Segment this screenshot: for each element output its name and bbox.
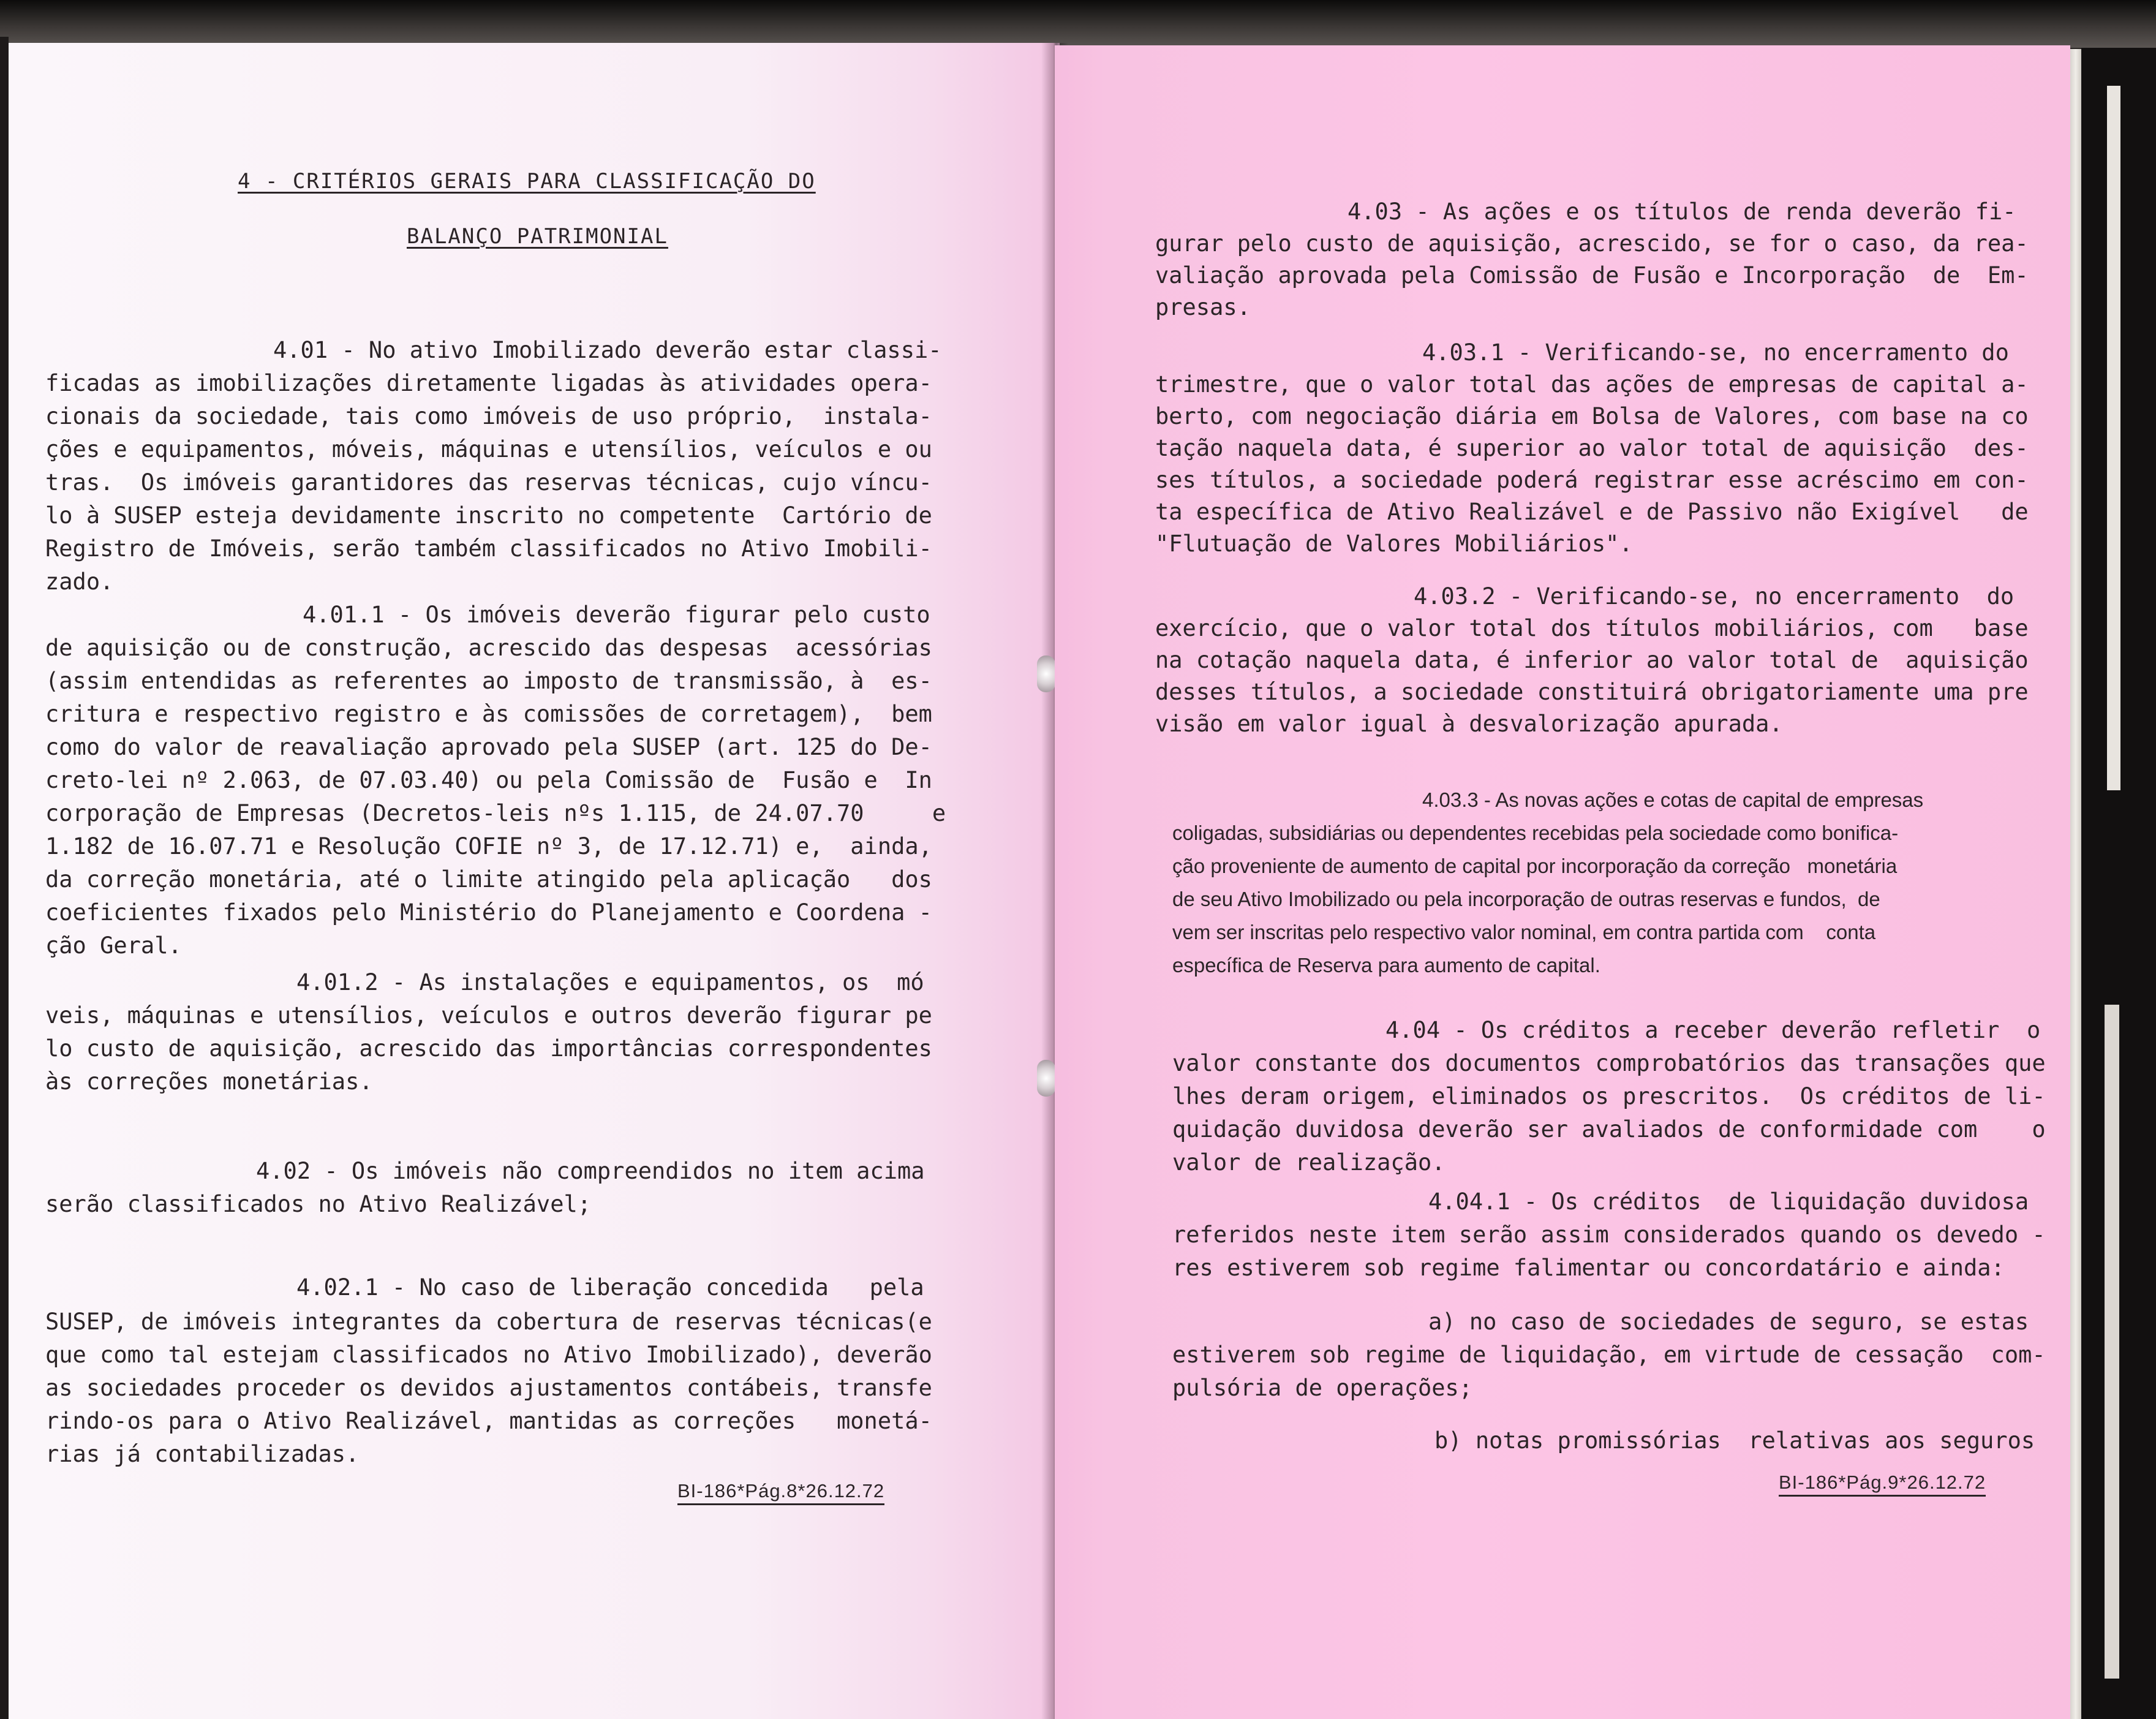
staple-top — [1037, 655, 1055, 692]
text-line: 4.03 - As ações e os títulos de renda deverão fi- — [1348, 198, 2016, 225]
text-line: lo custo de aquisição, acrescido das importâncias correspondentes — [45, 1035, 932, 1062]
text-line: da correção monetária, até o limite atingido pela aplicação dos — [45, 866, 932, 893]
text-line: 4.04.1 - Os créditos de liquidação duvidosa — [1428, 1188, 2029, 1215]
text-line: estiverem sob regime de liquidação, em virtude de cessação com- — [1172, 1342, 2046, 1368]
text-line: res estiverem sob regime falimentar ou concordatário e ainda: — [1172, 1255, 2005, 1281]
section-heading-line1: 4 - CRITÉRIOS GERAIS PARA CLASSIFICAÇÃO DO — [238, 169, 816, 194]
staple-bottom — [1037, 1060, 1055, 1097]
text-line: quidação duvidosa deverão ser avaliados de conformidade com o — [1172, 1116, 2046, 1143]
text-line: a) no caso de sociedades de seguro, se estas — [1428, 1309, 2029, 1335]
text-line: creto-lei nº 2.063, de 07.03.40) ou pela Comissão de Fusão e In — [45, 767, 932, 793]
section-heading-line2: BALANÇO PATRIMONIAL — [407, 224, 668, 249]
text-line: 4.02.1 - No caso de liberação concedida pela — [296, 1274, 924, 1301]
right-page — [1055, 45, 2070, 1719]
text-line: como do valor de reavaliação aprovado pela SUSEP (art. 125 do De- — [45, 734, 932, 760]
text-line: 4.03.2 - Verificando-se, no encerramento do — [1414, 583, 2015, 610]
text-line: veis, máquinas e utensílios, veículos e outros deverão figurar pe — [45, 1002, 932, 1029]
text-line: ses títulos, a sociedade poderá registrar esse acréscimo em con- — [1155, 467, 2029, 493]
scanner-left-border — [0, 37, 9, 1719]
text-line: berto, com negociação diária em Bolsa de Valores, com base na co — [1155, 403, 2029, 429]
text-line: específica de Reserva para aumento de capital. — [1172, 954, 1600, 977]
text-line: ta específica de Ativo Realizável e de Passivo não Exigível de — [1155, 499, 2029, 525]
paper-strip-top — [2107, 86, 2120, 790]
text-line: exercício, que o valor total dos títulos mobiliários, com base — [1155, 615, 2029, 641]
text-line: valor constante dos documentos comprobatórios das transações que — [1172, 1050, 2046, 1076]
text-line: 4.04 - Os créditos a receber deverão refletir o — [1385, 1017, 2041, 1043]
scanner-top-border — [0, 0, 2156, 48]
text-line: às correções monetárias. — [45, 1068, 373, 1095]
text-line: b) notas promissórias relativas aos seguros — [1434, 1427, 2035, 1454]
text-line: SUSEP, de imóveis integrantes da cobertura de reservas técnicas(e — [45, 1309, 932, 1335]
text-line: valor de realização. — [1172, 1149, 1446, 1176]
text-line: lhes deram origem, eliminados os prescritos. Os créditos de li- — [1172, 1083, 2046, 1109]
text-line: rias já contabilizadas. — [45, 1441, 360, 1467]
text-line: ção proveniente de aumento de capital por incorporação da correção monetária — [1172, 855, 1898, 877]
text-line: 1.182 de 16.07.71 e Resolução COFIE nº 3, de 17.12.71) e, ainda, — [45, 833, 932, 860]
text-line: valiação aprovada pela Comissão de Fusão e Incorporação de Em- — [1155, 262, 2029, 289]
text-line: ficadas as imobilizações diretamente ligadas às atividades opera- — [45, 370, 932, 396]
text-line: 4.01.1 - Os imóveis deverão figurar pelo custo — [303, 602, 930, 628]
text-line: lo à SUSEP esteja devidamente inscrito no competente Cartório de — [45, 502, 932, 529]
page-footer-reference: BI-186*Pág.9*26.12.72 — [1779, 1472, 1986, 1497]
text-line: cionais da sociedade, tais como imóveis de uso próprio, instala- — [45, 403, 932, 429]
text-line: (assim entendidas as referentes ao imposto de transmissão, à es- — [45, 668, 932, 694]
left-page — [9, 43, 1060, 1719]
text-line: coeficientes fixados pelo Ministério do Planejamento e Coordena - — [45, 899, 932, 926]
text-line: tras. Os imóveis garantidores das reservas técnicas, cujo víncu- — [45, 469, 932, 496]
text-line: 4.01 - No ativo Imobilizado deverão estar classi- — [273, 337, 942, 363]
text-line: rindo-os para o Ativo Realizável, mantidas as correções monetá- — [45, 1408, 932, 1434]
text-line: tação naquela data, é superior ao valor total de aquisição des- — [1155, 435, 2029, 461]
text-line: trimestre, que o valor total das ações de empresas de capital a- — [1155, 371, 2029, 398]
text-line: 4.03.3 - As novas ações e cotas de capital de empresas — [1422, 788, 1924, 811]
text-line: zado. — [45, 569, 114, 595]
page-footer-reference: BI-186*Pág.8*26.12.72 — [677, 1480, 884, 1505]
text-line: gurar pelo custo de aquisição, acrescido, se for o caso, da rea- — [1155, 230, 2029, 257]
text-line: referidos neste item serão assim considerados quando os devedo - — [1172, 1222, 2046, 1248]
text-line: desses títulos, a sociedade constituirá obrigatoriamente uma pre — [1155, 679, 2029, 705]
text-line: vem ser inscritas pelo respectivo valor nominal, em contra partida com conta — [1172, 921, 1876, 943]
text-line: presas. — [1155, 294, 1251, 320]
text-line: 4.02 - Os imóveis não compreendidos no item acima — [256, 1158, 925, 1184]
text-line: Registro de Imóveis, serão também classificados no Ativo Imobili- — [45, 535, 932, 562]
text-line: coligadas, subsidiárias ou dependentes recebidas pela sociedade como bonifica- — [1172, 822, 1899, 844]
text-line: ções e equipamentos, móveis, máquinas e utensílios, veículos e ou — [45, 436, 932, 463]
text-line: serão classificados no Ativo Realizável; — [45, 1191, 592, 1217]
text-line: as sociedades proceder os devidos ajustamentos contábeis, transfe — [45, 1375, 932, 1401]
text-line: "Flutuação de Valores Mobiliários". — [1155, 531, 1633, 557]
text-line: critura e respectivo registro e às comissões de corretagem), bem — [45, 701, 932, 727]
text-line: 4.01.2 - As instalações e equipamentos, os mó — [296, 969, 924, 996]
text-line: de seu Ativo Imobilizado ou pela incorporação de outras reservas e fundos, de — [1172, 888, 1880, 910]
stacked-paper-edge — [2070, 49, 2081, 1719]
text-line: 4.03.1 - Verificando-se, no encerramento do — [1422, 339, 2009, 366]
text-line: visão em valor igual à desvalorização apurada. — [1155, 711, 1783, 737]
text-line: de aquisição ou de construção, acrescido das despesas acessórias — [45, 635, 932, 661]
paper-strip-bottom — [2105, 1005, 2119, 1679]
text-line: pulsória de operações; — [1172, 1375, 1473, 1401]
text-line: que como tal estejam classificados no Ativo Imobilizado), deverão — [45, 1342, 932, 1368]
text-line: na cotação naquela data, é inferior ao valor total de aquisição — [1155, 647, 2029, 673]
text-line: ção Geral. — [45, 932, 182, 959]
text-line: corporação de Empresas (Decretos-leis nºs 1.115, de 24.07.70 e — [45, 800, 946, 826]
